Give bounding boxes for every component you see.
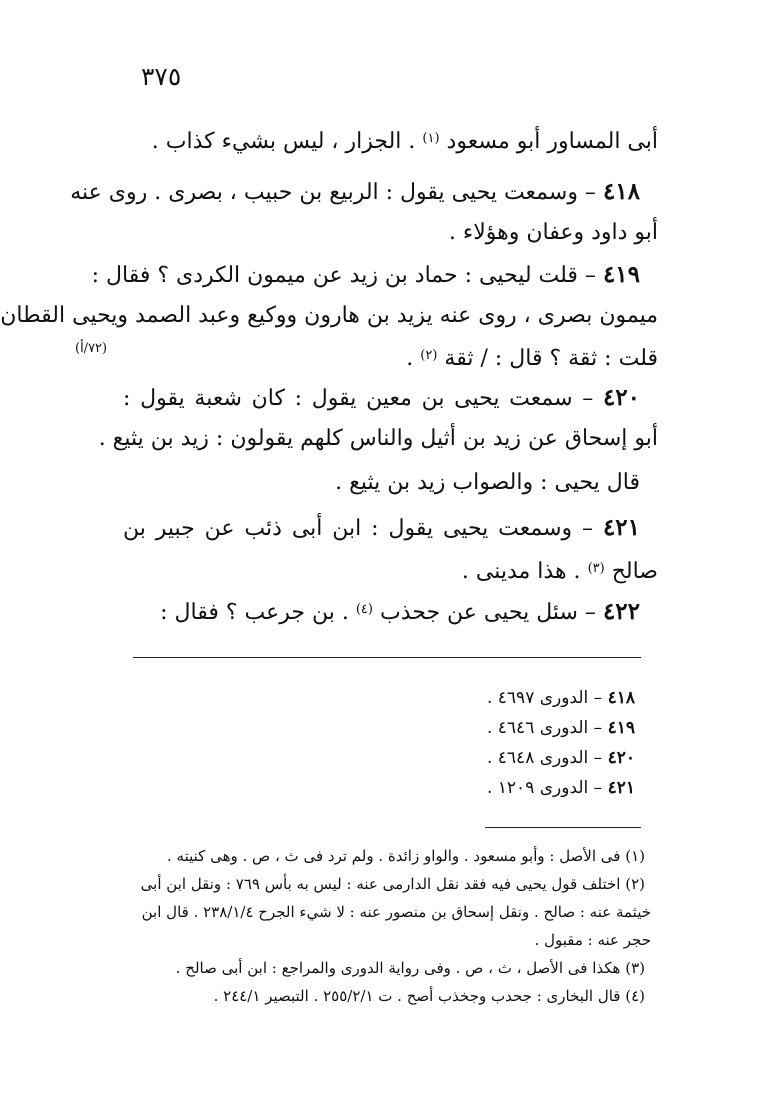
cross-reference-item — [487, 743, 635, 773]
entry-text-continued: أبو إسحاق عن زيد بن أثيل والناس كلهم يقولون : زيد بن يثيع . — [98, 426, 658, 451]
entry-text-before-ref: قلت : ثقة ؟ قال : / ثقة — [444, 346, 658, 371]
entry-number: ٤٢٠ — [602, 384, 641, 411]
entry-number: ٤٢٢ — [602, 598, 640, 625]
entry-text-before-ref: صالح — [611, 559, 658, 584]
intro-text-after: . الجزار ، ليس بشيء كذاب . — [151, 129, 416, 154]
entry-text-comment: قال يحيى : والصواب زيد بن يثيع . — [335, 470, 640, 495]
margin-folio-note: (٧٢/أ) — [75, 341, 108, 356]
footnote-3: (٣) هكذا فى الأصل ، ث ، ص . وفى رواية الدورى والمراجع : ابن أبى صالح . — [175, 959, 645, 977]
entry-text: – سمعت يحيى بن معين يقول : كان شعبة يقول : — [123, 386, 594, 411]
footnote-1: (١) فى الأصل : وأبو مسعود . والواو زائدة . ولم ترد فى ث ، ص . وهى كنيته . — [167, 847, 645, 865]
entry-text-after-ref: . بن جرعب ؟ فقال : — [160, 600, 349, 625]
entry-text-continued: ميمون بصرى ، روى عنه يزيد بن هارون ووكيع وعبد الصمد ويحيى القطان — [0, 303, 658, 328]
footnotes-section — [121, 842, 651, 1010]
reference-text: – الدورى ٤٦٤٨ . — [486, 748, 603, 768]
footnote-2-line-3: حجر عنه : مقبول . — [534, 931, 651, 949]
footnote-4: (٤) قال البخارى : جحدب وجخذب أصح . ت ٢٥٥/٢/١ . التبصير ٢٤٤/١ . — [213, 987, 645, 1005]
footnote-2-line-1: (٢) اختلف قول يحيى فيه فقد نقل الدارمى عنه : ليس به بأس ٧٦٩ : ونقل ابن أبى — [140, 875, 645, 893]
entry-number: ٤١٨ — [602, 178, 640, 205]
footnote-ref-1: (١) — [422, 131, 440, 146]
entry-text: – وسمعت يحيى يقول : ابن أبى ذئب عن جبير بن — [123, 516, 594, 541]
cross-reference-list — [487, 683, 635, 803]
main-divider-rule — [133, 657, 641, 658]
entry-420 — [98, 378, 658, 503]
entry-number: ٤١٩ — [602, 261, 640, 288]
reference-text: – الدورى ٤٦٩٧ . — [486, 688, 603, 708]
entry-text-after-ref: . هذا مدينى . — [461, 559, 581, 584]
reference-text: – الدورى ١٢٠٩ . — [486, 778, 603, 798]
entry-text-after-ref: . — [406, 346, 414, 371]
reference-number: ٤١٨ — [607, 688, 635, 708]
cross-reference-item — [487, 683, 635, 713]
entry-number: ٤٢١ — [602, 514, 640, 541]
intro-paragraph — [123, 119, 658, 162]
entry-text-continued: أبو داود وعفان وهؤلاء . — [448, 220, 658, 245]
entry-421 — [123, 508, 658, 592]
entry-418 — [70, 172, 658, 253]
footnote-ref-3: (٣) — [587, 561, 605, 576]
footnote-ref-2: (٢) — [420, 348, 438, 363]
footnote-divider-rule — [485, 827, 641, 828]
entry-text-before-ref: – سئل يحيى عن جحذب — [379, 600, 596, 625]
footnote-ref-4: (٤) — [355, 602, 373, 617]
entry-text: – وسمعت يحيى يقول : الربيع بن حبيب ، بصرى . روى عنه — [70, 180, 596, 205]
footnote-2-line-2: خيثمة عنه : صالح . ونقل إسحاق بن منصور عنه : لا شيء الجرح ٢٣٨/١/٤ . قال ابن — [141, 903, 651, 921]
entry-text: – قلت ليحيى : حماد بن زيد عن ميمون الكردى ؟ فقال : — [91, 263, 596, 288]
cross-reference-item — [487, 773, 635, 803]
entry-422 — [123, 590, 658, 633]
reference-number: ٤١٩ — [607, 718, 635, 738]
reference-number: ٤٢٠ — [607, 748, 635, 768]
intro-text-before: أبى المساور أبو مسعود — [446, 129, 658, 154]
reference-number: ٤٢١ — [607, 778, 635, 798]
page-number: ٣٧٥ — [141, 62, 182, 91]
cross-reference-item — [487, 713, 635, 743]
reference-text: – الدورى ٤٦٤٦ . — [486, 718, 603, 738]
